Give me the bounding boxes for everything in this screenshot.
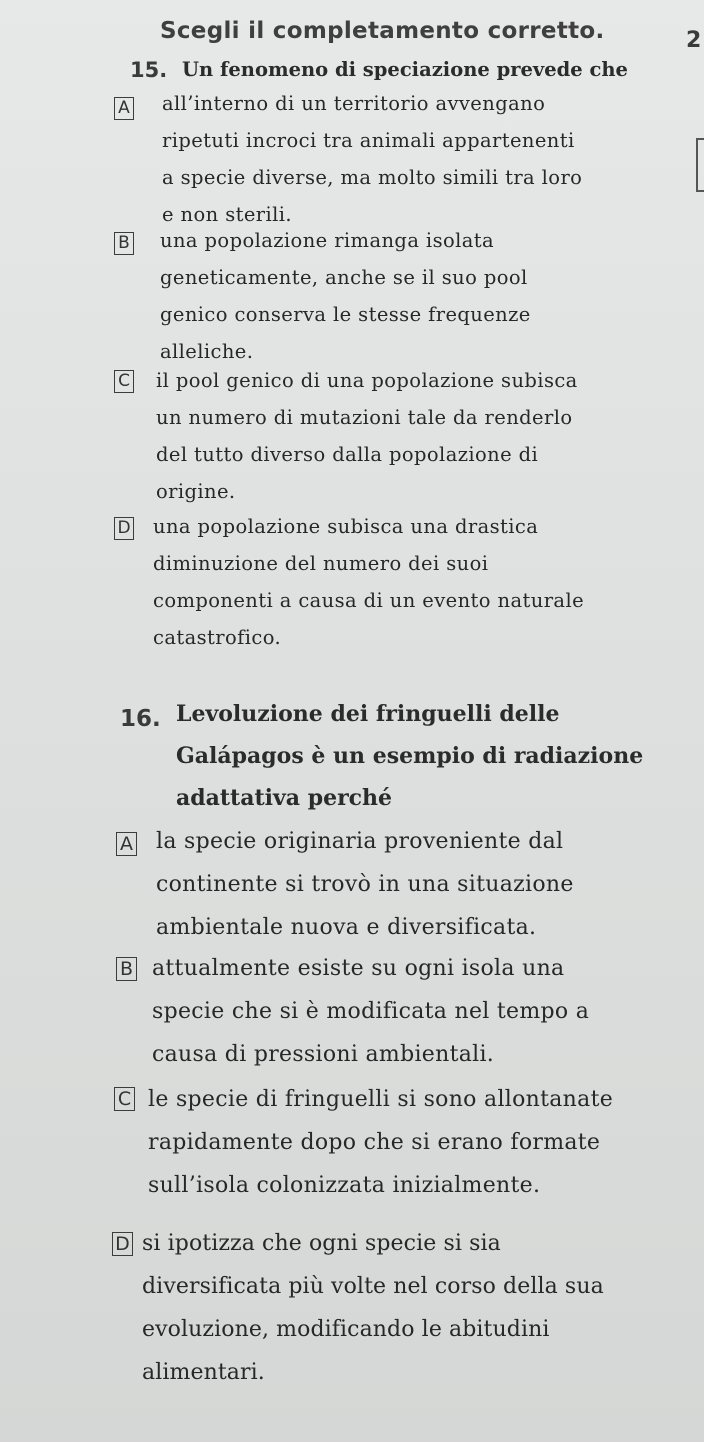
option-letter-box[interactable]: B <box>114 232 134 255</box>
option-line: la specie originaria proveniente dal <box>156 829 564 854</box>
option-line: una popolazione subisca una drastica <box>153 515 539 538</box>
stem-line: adattativa perché <box>176 785 393 811</box>
option-line: specie che si è modificata nel tempo a <box>152 999 590 1024</box>
question-stem <box>182 55 628 85</box>
option-line: catastrofico. <box>153 626 282 649</box>
option-letter-box[interactable]: C <box>114 1087 135 1111</box>
option-line: causa di pressioni ambientali. <box>152 1042 495 1067</box>
option-line: all’interno di un territorio avvengano <box>162 92 546 115</box>
option-text <box>156 820 574 949</box>
question-number: 15. <box>130 58 168 82</box>
option-line: e non sterili. <box>162 203 293 226</box>
option-letter-box[interactable]: C <box>114 370 134 393</box>
option-letter-box[interactable]: A <box>116 832 137 856</box>
option-line: un numero di mutazioni tale da renderlo <box>156 406 573 429</box>
option-text <box>156 362 578 510</box>
option-letter-box[interactable]: D <box>112 1232 133 1256</box>
question-number: 16. <box>120 706 161 732</box>
option-line: attualmente esiste su ogni isola una <box>152 956 565 981</box>
option-line: sull’isola colonizzata inizialmente. <box>148 1173 541 1198</box>
option-text <box>148 1078 613 1207</box>
option-line: il pool genico di una popolazione subisca <box>156 369 578 392</box>
option-line: continente si trovò in una situazione <box>156 872 574 897</box>
option-text <box>152 947 589 1076</box>
stem-line: Galápagos è un esempio di radiazione <box>176 743 644 769</box>
option-line: alimentari. <box>142 1360 265 1385</box>
option-line: evoluzione, modificando le abitudini <box>142 1317 550 1342</box>
option-line: a specie diverse, ma molto simili tra loro <box>162 166 583 189</box>
option-line: ripetuti incroci tra animali appartenenti <box>162 129 575 152</box>
page-number: 2 <box>686 28 702 53</box>
option-letter-box[interactable]: B <box>116 957 137 981</box>
option-text <box>160 222 531 370</box>
option-line: genico conserva le stesse frequenze <box>160 303 531 326</box>
option-letter-box[interactable]: D <box>114 517 134 540</box>
option-letter-box[interactable]: A <box>114 97 134 120</box>
option-line: alleliche. <box>160 340 254 363</box>
option-text <box>153 508 584 656</box>
option-text <box>162 85 582 233</box>
margin-bracket <box>696 138 704 192</box>
stem-line: Un fenomeno di speciazione prevede che <box>182 58 628 81</box>
stem-line: Levoluzione dei fringuelli delle <box>176 701 560 727</box>
option-line: del tutto diverso dalla popolazione di <box>156 443 539 466</box>
option-line: diversificata più volte nel corso della sua <box>142 1274 604 1299</box>
option-line: geneticamente, anche se il suo pool <box>160 266 528 289</box>
option-line: si ipotizza che ogni specie si sia <box>142 1231 501 1256</box>
option-line: rapidamente dopo che si erano formate <box>148 1130 601 1155</box>
option-line: origine. <box>156 480 236 503</box>
option-text <box>142 1222 604 1394</box>
option-line: ambientale nuova e diversificata. <box>156 915 537 940</box>
section-instruction: Scegli il completamento corretto. <box>160 18 605 44</box>
option-line: le specie di fringuelli si sono allontanate <box>148 1087 614 1112</box>
option-line: una popolazione rimanga isolata <box>160 229 495 252</box>
question-stem <box>176 693 643 819</box>
option-line: componenti a causa di un evento naturale <box>153 589 585 612</box>
option-line: diminuzione del numero dei suoi <box>153 552 489 575</box>
